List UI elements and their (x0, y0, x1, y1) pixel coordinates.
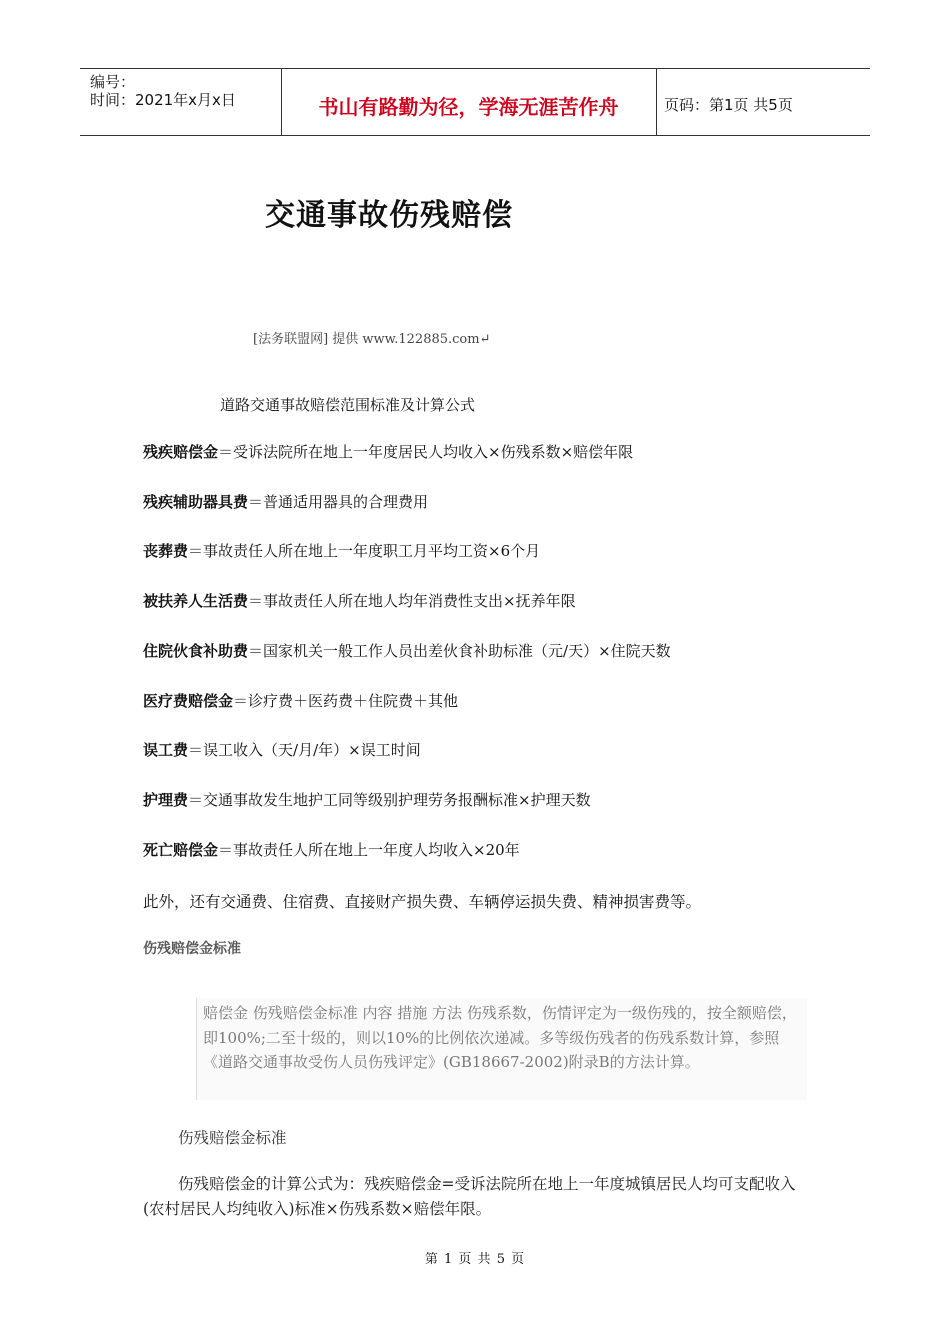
formula-text: ＝国家机关一般工作人员出差伙食补助标准（元/天）×住院天数 (248, 642, 671, 660)
formula-line (143, 591, 576, 611)
additional-costs-note: 此外，还有交通费、住宿费、直接财产损失费、车辆停运损失费、精神损害费等。 (143, 893, 702, 911)
quote-box (196, 998, 807, 1100)
formula-text: ＝交通事故发生地护工同等级别护理劳务报酬标准×护理天数 (188, 791, 591, 809)
formula-line (143, 691, 458, 711)
formula-line (143, 790, 591, 810)
formula-paragraph: 伤残赔偿金的计算公式为：残疾赔偿金=受诉法院所在地上一年度城镇居民人均可支配收入(农村居民人均纯收入)标准×伤残系数×赔偿年限。 (143, 1175, 796, 1218)
formula-term: 被扶养人生活费 (143, 592, 249, 610)
header-table (80, 68, 870, 136)
formula-term: 残疾辅助器具费 (143, 493, 249, 511)
formula-term: 死亡赔偿金 (143, 841, 219, 859)
formula-line (143, 492, 428, 512)
formula-text: ＝普通适用器具的合理费用 (248, 493, 429, 511)
formula-text: ＝事故责任人所在地人均年消费性支出×抚养年限 (248, 592, 576, 610)
header-motto-cell (281, 69, 657, 135)
formula-text: ＝诊疗费＋医药费＋住院费＋其他 (233, 692, 459, 710)
formula-text: ＝事故责任人所在地上一年度人均收入×20年 (218, 841, 520, 859)
page-code: 页码：第1页 共5页 (664, 96, 793, 114)
formula-line (143, 740, 421, 760)
document-subtitle: 道路交通事故赔偿范围标准及计算公式 (220, 396, 476, 414)
document-number-label: 编号： (90, 73, 136, 91)
formula-term: 医疗费赔偿金 (143, 692, 234, 710)
formula-term: 护理费 (143, 791, 189, 809)
formula-term: 住院伙食补助费 (143, 642, 249, 660)
section-heading: 伤残赔偿金标准 (143, 941, 241, 957)
source-line: [法务联盟网] 提供 www.122885.com↵ (253, 332, 491, 347)
quote-text: 赔偿金 伤残赔偿金标准 内容 措施 方法 伤残系数，伤情评定为一级伤残的，按全额赔偿，即100%;二至十级的，则以10%的比例依次递减。多等级伤残者的伤残系数计算，参照《道路交通事故受伤人员伤残评定》(GB18667-2002)附录B的方法计算。 (203, 1004, 797, 1071)
paragraph-heading: 伤残赔偿金标准 (178, 1129, 287, 1147)
formula-line (143, 541, 540, 561)
formula-text: ＝误工收入（天/月/年）×误工时间 (188, 741, 421, 759)
formula-line (143, 641, 671, 661)
document-title: 交通事故伤残赔偿 (265, 198, 513, 233)
document-time-label: 时间：2021年x月x日 (90, 91, 236, 109)
formula-text: ＝受诉法院所在地上一年度居民人均收入×伤残系数×赔偿年限 (218, 443, 634, 461)
motto-text: 书山有路勤为径，学海无涯苦作舟 (318, 95, 619, 119)
header-page-cell (656, 69, 870, 135)
formula-term: 丧葬费 (143, 542, 189, 560)
header-info-cell (80, 69, 282, 135)
formula-text: ＝事故责任人所在地上一年度职工月平均工资×6个月 (188, 542, 541, 560)
page-footer: 第 1 页 共 5 页 (424, 1252, 526, 1267)
formula-term: 残疾赔偿金 (143, 443, 219, 461)
formula-term: 误工费 (143, 741, 189, 759)
formula-line (143, 840, 520, 860)
formula-line (143, 442, 633, 462)
